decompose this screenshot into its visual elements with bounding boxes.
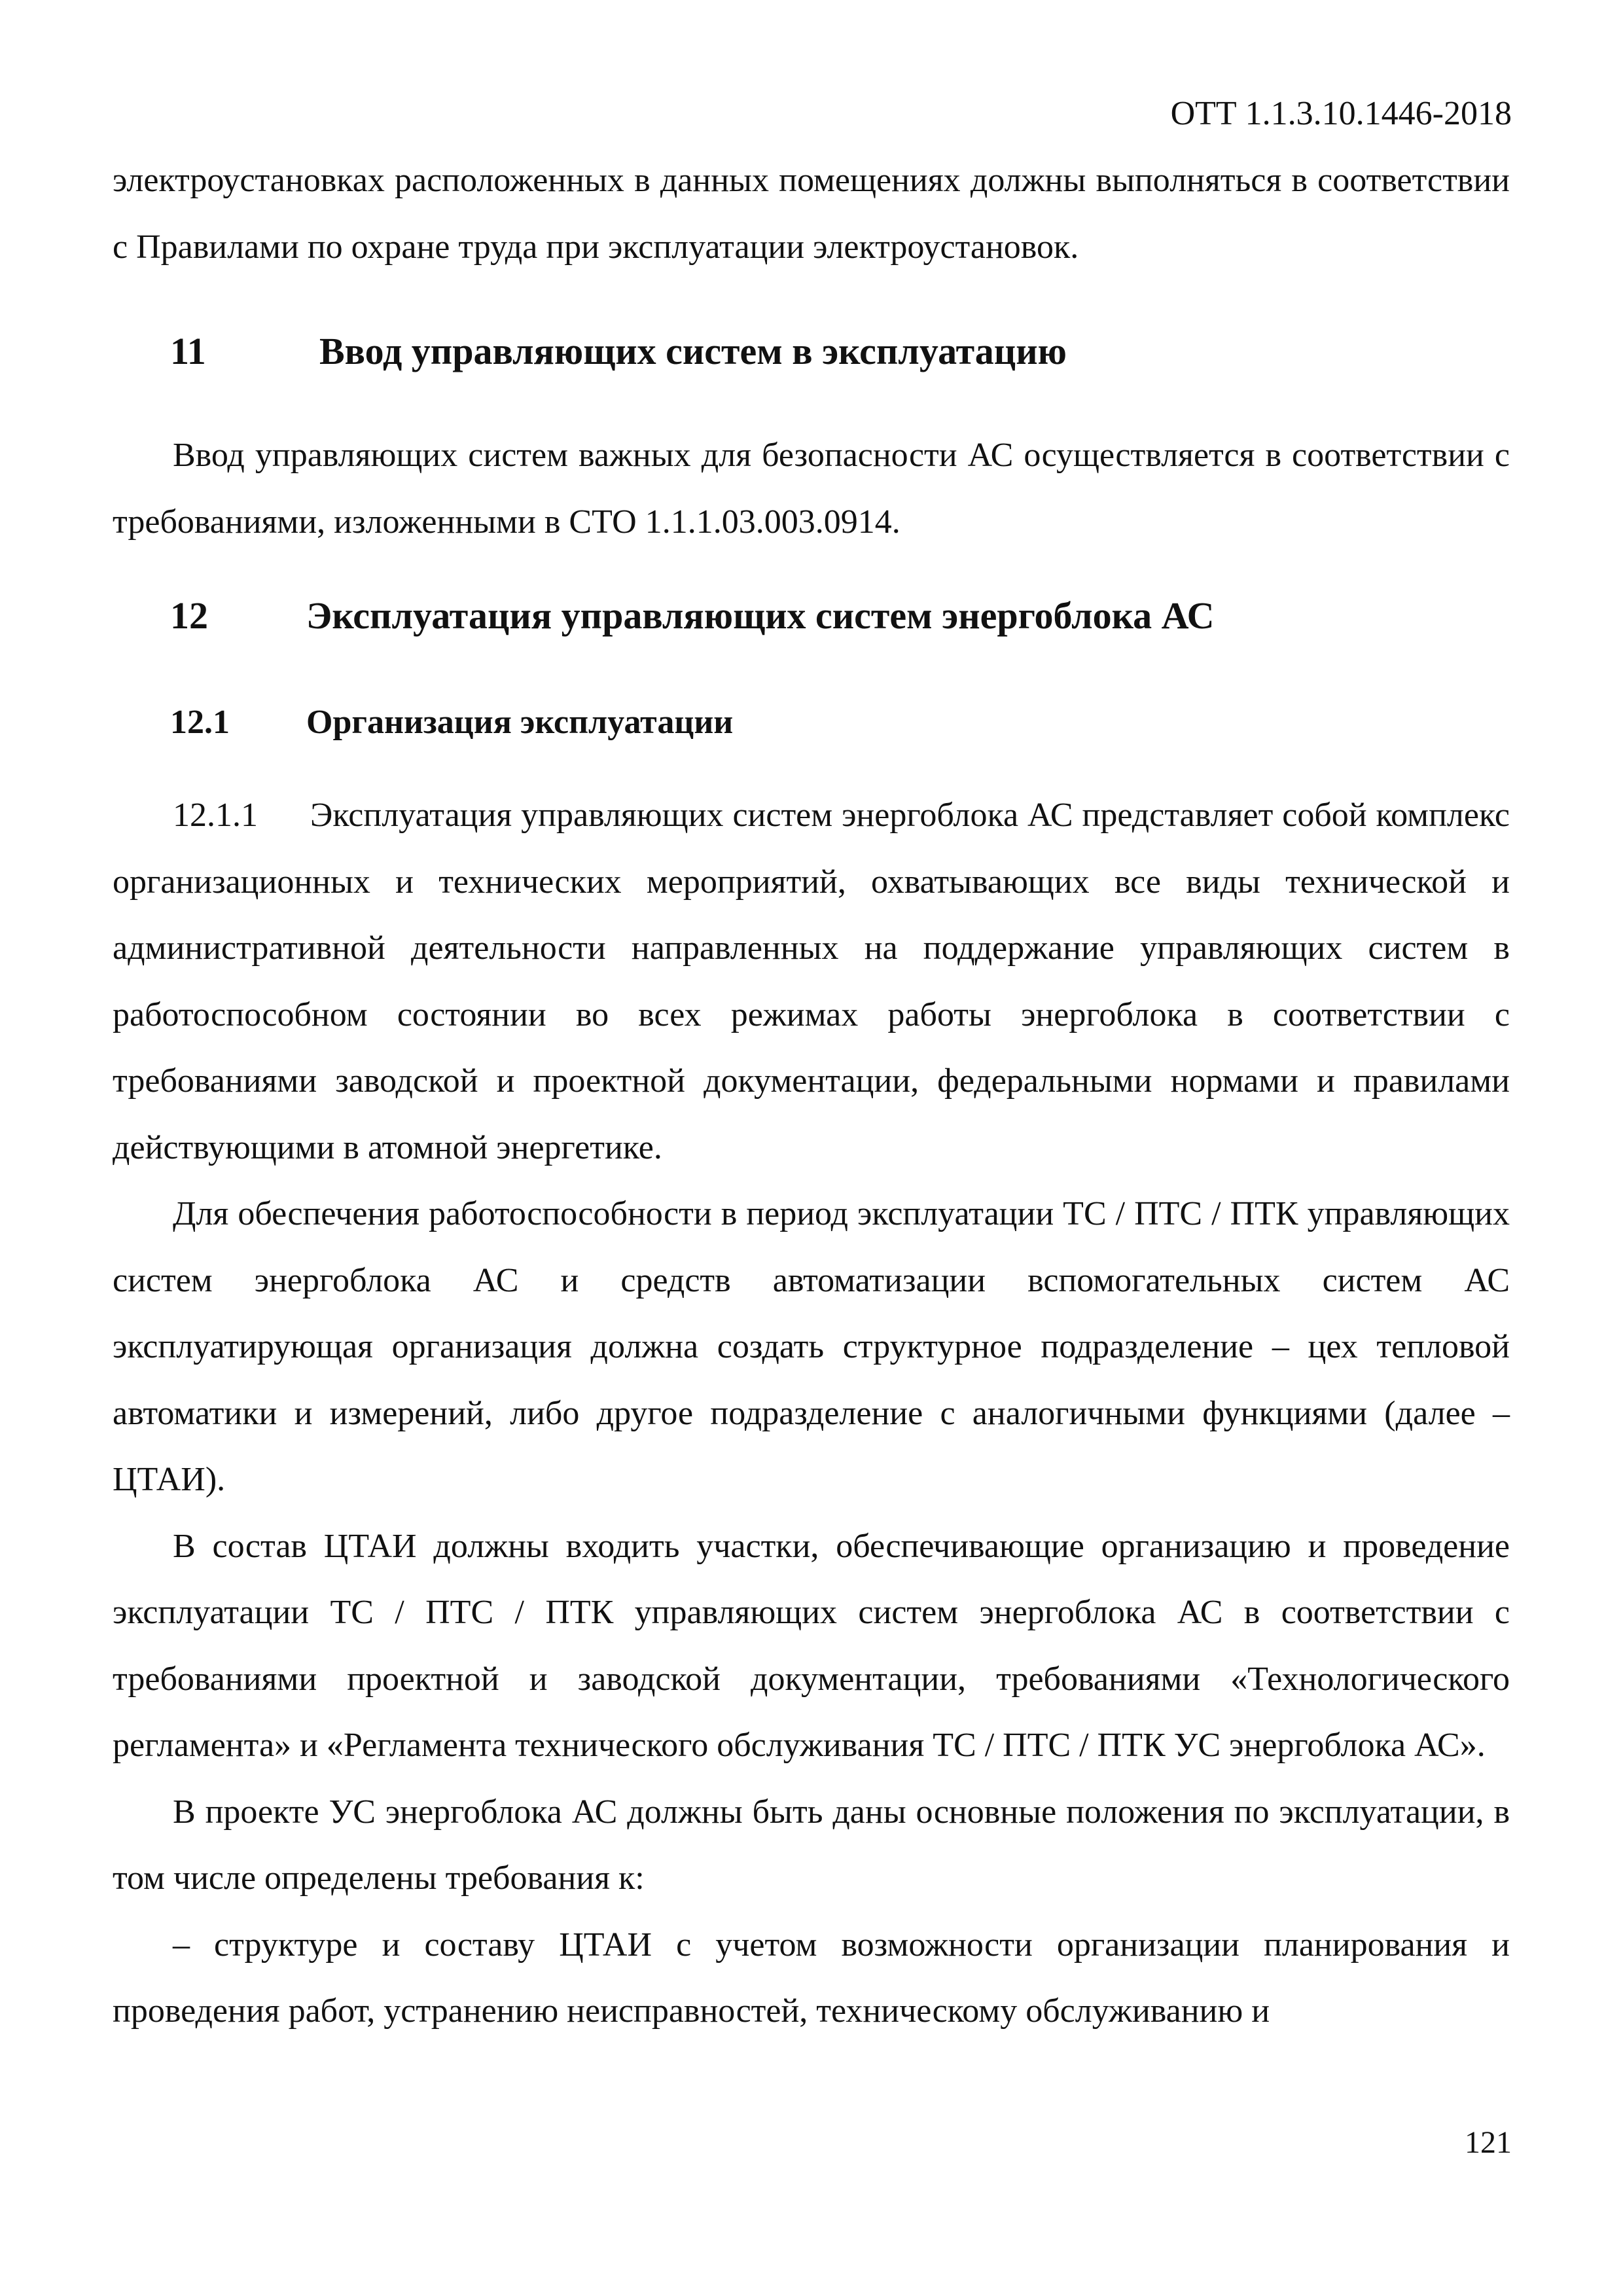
section-11-number: 11 xyxy=(170,330,206,372)
subsection-12-1-number: 12.1 xyxy=(170,704,230,741)
paragraph-project-requirements: В проекте УС энергоблока АС должны быть даны основные положения по эксплуатации, в том числе определены требования к: xyxy=(113,1793,1510,1897)
document-code-header: ОТТ 1.1.3.10.1446-2018 xyxy=(1170,95,1512,132)
section-12-title: Эксплуатация управляющих систем энергоблока АС xyxy=(306,594,1215,637)
section-12-body xyxy=(113,782,1510,2045)
clause-text: Эксплуатация управляющих систем энергоблока АС представляет собой комплекс организационных и технических мероприятий, охватывающих все виды технической и административной деятельности направленных на поддержание управляющих систем в работоспособном состоянии во всех режимах работы энергоблока в соответствии с требованиями заводской и проектной документации, федеральными нормами и правилами действующими в атомной энергетике. xyxy=(113,797,1510,1166)
paragraph-ctai-composition: В состав ЦТАИ должны входить участки, обеспечивающие организацию и проведение эксплуатации ТС / ПТС / ПТК управляющих систем энергоблока АС в соответствии с требованиями проектной и заводской документации, требованиями «Технологического регламента» и «Регламента технического обслуживания ТС / ПТС / ПТК УС энергоблока АС». xyxy=(113,1527,1510,1764)
section-11-text: Ввод управляющих систем важных для безопасности АС осуществляется в соответствии с требованиями, изложенными в СТО 1.1.1.03.003.0914. xyxy=(113,437,1510,541)
section-11-paragraph xyxy=(113,422,1510,555)
section-12-number: 12 xyxy=(170,594,208,637)
clause-12-1-1 xyxy=(113,782,1510,1181)
paragraph-ctai-creation: Для обеспечения работоспособности в период эксплуатации ТС / ПТС / ПТК управляющих систем энергоблока АС и средств автоматизации вспомогательных систем АС эксплуатирующая организация должна создать структурное подразделение – цех тепловой автоматики и измерений, либо другое подразделение с аналогичными функциями (далее – ЦТАИ). xyxy=(113,1195,1510,1498)
clause-number: 12.1.1 xyxy=(173,797,258,834)
section-11-title: Ввод управляющих систем в эксплуатацию xyxy=(319,330,1067,372)
intro-paragraph xyxy=(113,147,1510,280)
page-number: 121 xyxy=(1465,2125,1512,2160)
intro-text: электроустановках расположенных в данных помещениях должны выполняться в соответствии с Правилами по охране труда при эксплуатации электроустановок. xyxy=(113,162,1510,266)
subsection-12-1-title: Организация эксплуатации xyxy=(306,704,734,741)
list-item-ctai-structure: – структуре и составу ЦТАИ с учетом возможности организации планирования и проведения работ, устранению неисправностей, техническому обслуживанию и xyxy=(113,1926,1510,2030)
